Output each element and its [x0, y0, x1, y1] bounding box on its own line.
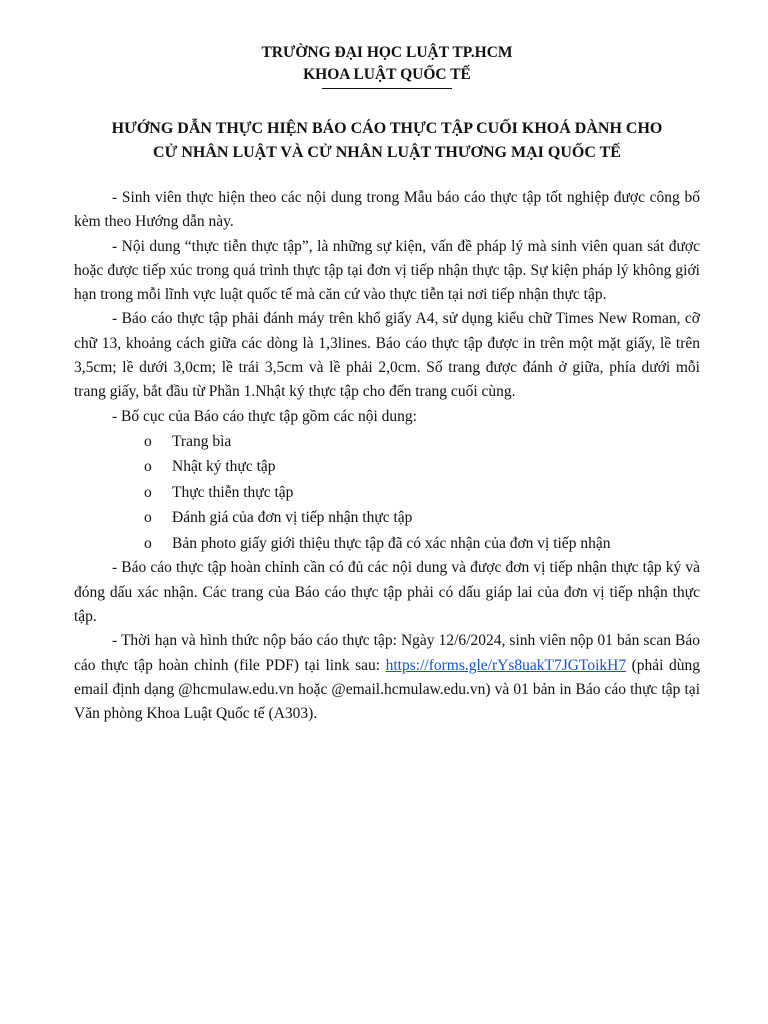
paragraph-formatting: - Báo cáo thực tập phải đánh máy trên khổ giấy A4, sử dụng kiểu chữ Times New Roman, cỡ chữ 13, khoảng cách giữa các dòng là 1,3lines. Báo cáo thực tập được in trên một mặt giấy, lề trên 3,5cm; lề dưới 3,0cm; lề trái 3,5cm và lề phải 2,0cm. Số trang được đánh ở giữa, phía dưới mỗi trang giấy, bắt đầu từ Phần 1.Nhật ký thực tập cho đến trang cuối cùng. [74, 310, 700, 401]
list-item-text: Đánh giá của đơn vị tiếp nhận thực tập [172, 509, 413, 527]
header-divider [322, 88, 452, 89]
list-item [74, 531, 700, 557]
paragraph-approval: - Báo cáo thực tập hoàn chỉnh cần có đủ các nội dung và được đơn vị tiếp nhận thực tập ký và đóng dấu xác nhận. Các trang của Báo cáo thực tập phải có dấu giáp lai của đơn vị tiếp nhận thực tập. [74, 559, 700, 626]
document-title [74, 117, 700, 165]
faculty-name: KHOA LUẬT QUỐC TẾ [303, 66, 471, 83]
bullet-icon: o [144, 509, 152, 527]
paragraph-template-instruction: - Sinh viên thực hiện theo các nội dung trong Mẫu báo cáo thực tập tốt nghiệp được công bố kèm theo Hướng dẫn này. [74, 189, 700, 231]
bullet-icon: o [144, 483, 152, 501]
paragraph-practice-content: - Nội dung “thực tiễn thực tập”, là những sự kiện, vấn đề pháp lý mà sinh viên quan sát được hoặc được tiếp xúc trong quá trình thực tập tại đơn vị tiếp nhận thực tập. Sự kiện pháp lý không giới hạn trong mỗi lĩnh vực luật quốc tế mà căn cứ vào thực tiễn tại nơi tiếp nhận thực tập. [74, 237, 700, 304]
document-header [74, 0, 700, 89]
bullet-icon: o [144, 534, 152, 552]
paragraph-submission [74, 629, 700, 726]
list-item [74, 429, 700, 455]
list-item-text: Trang bìa [172, 432, 232, 450]
university-name: TRƯỜNG ĐẠI HỌC LUẬT TP.HCM [261, 44, 513, 61]
list-item-text: Nhật ký thực tập [172, 458, 276, 476]
list-item [74, 480, 700, 506]
submission-form-link[interactable]: https://forms.gle/rYs8uakT7JGToikH7 [385, 656, 627, 674]
list-item [74, 505, 700, 531]
document-body [74, 186, 700, 727]
title-line-2: CỬ NHÂN LUẬT VÀ CỬ NHÂN LUẬT THƯƠNG MẠI QUỐC TẾ [153, 144, 621, 161]
list-item-text: Bản photo giấy giới thiệu thực tập đã có xác nhận của đơn vị tiếp nhận [172, 534, 611, 552]
structure-list [74, 429, 700, 557]
bullet-icon: o [144, 458, 152, 476]
list-item-text: Thực thiễn thực tập [172, 483, 294, 501]
submission-text-after: (phải dùng email định dạng @hcmulaw.edu.vn hoặc @email.hcmulaw.edu.vn) và 01 bản in Báo cáo thực tập tại Văn phòng Khoa Luật Quốc tế (A303). [74, 656, 700, 723]
paragraph-structure-intro: - Bố cục của Báo cáo thực tập gồm các nội dung: [112, 407, 417, 425]
list-item [74, 454, 700, 480]
bullet-icon: o [144, 432, 152, 450]
submission-text-before: - Thời hạn và hình thức nộp báo cáo thực tập: Ngày 12/6/2024, sinh viên nộp 01 bản scan Báo cáo thực tập hoàn chỉnh (file PDF) tại link sau: [74, 632, 700, 674]
title-line-1: HƯỚNG DẪN THỰC HIỆN BÁO CÁO THỰC TẬP CUỐI KHOÁ DÀNH CHO [111, 120, 663, 137]
